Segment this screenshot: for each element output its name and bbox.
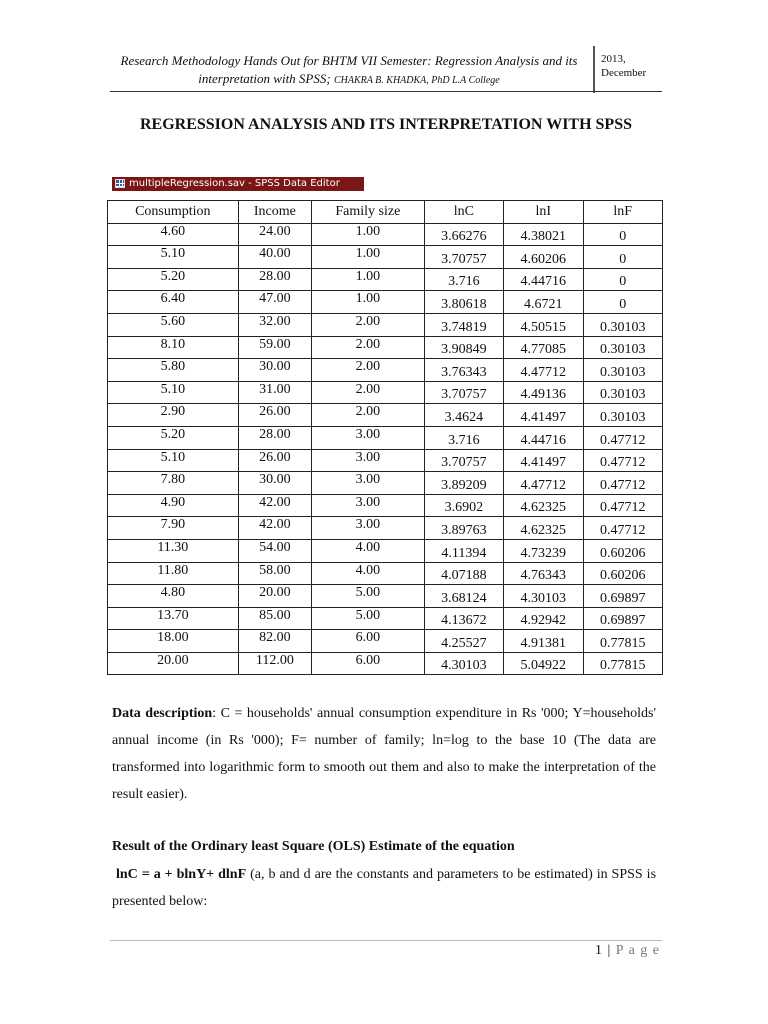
table-cell: 0.77815 (583, 630, 662, 653)
table-cell: 4.47712 (504, 472, 583, 495)
table-cell: 4.30103 (424, 652, 503, 675)
page-label: P a g e (615, 943, 660, 958)
table-cell: 3.716 (424, 268, 503, 291)
table-row (108, 494, 663, 517)
table-cell: 4.50515 (504, 313, 583, 336)
table-cell: 3.716 (424, 426, 503, 449)
table-row (108, 426, 663, 449)
page-header (110, 46, 590, 90)
table-cell: 0.30103 (583, 313, 662, 336)
table-cell: 13.70 (108, 607, 239, 630)
table-cell: 2.90 (108, 404, 239, 427)
table-row (108, 268, 663, 291)
data-description-label: Data description (112, 706, 213, 721)
page-title: REGRESSION ANALYSIS AND ITS INTERPRETATION WITH SPSS (139, 116, 632, 133)
table-cell: 42.00 (238, 517, 311, 540)
table-cell: 0 (583, 268, 662, 291)
data-description (112, 700, 656, 808)
table-cell: 40.00 (238, 246, 311, 269)
table-cell: 31.00 (238, 381, 311, 404)
table-cell: 4.25527 (424, 630, 503, 653)
table-row (108, 539, 663, 562)
data-description-text: : C = households' annual consumption expenditure in Rs '000; Y=households' annual income (in Rs '000); F= number of family; ln=log to the base 10 (The data are transformed into logarithmic form to smooth out them and also to make the interpretation of the result easier). (112, 706, 656, 802)
table-cell: 28.00 (238, 268, 311, 291)
table-row (108, 246, 663, 269)
spss-window-title: multipleRegression.sav - SPSS Data Editor (129, 178, 340, 189)
table-cell: 4.00 (312, 562, 425, 585)
column-header: lnI (504, 201, 583, 224)
table-cell: 4.76343 (504, 562, 583, 585)
table-cell: 26.00 (238, 449, 311, 472)
table-cell: 4.62325 (504, 494, 583, 517)
table-cell: 3.80618 (424, 291, 503, 314)
table-cell: 4.11394 (424, 539, 503, 562)
table-cell: 4.13672 (424, 607, 503, 630)
table-row (108, 472, 663, 495)
table-cell: 4.30103 (504, 585, 583, 608)
table-cell: 30.00 (238, 359, 311, 382)
table-cell: 5.04922 (504, 652, 583, 675)
table-cell: 24.00 (238, 223, 311, 246)
table-row (108, 449, 663, 472)
table-cell: 0.69897 (583, 585, 662, 608)
table-cell: 4.92942 (504, 607, 583, 630)
table-cell: 5.00 (312, 585, 425, 608)
header-date-year: 2013, (601, 53, 626, 65)
table-cell: 4.60206 (504, 246, 583, 269)
table-row (108, 652, 663, 675)
table-cell: 3.68124 (424, 585, 503, 608)
table-row (108, 291, 663, 314)
column-header: lnF (583, 201, 662, 224)
table-cell: 0.30103 (583, 404, 662, 427)
table-cell: 3.00 (312, 517, 425, 540)
table-cell: 3.6902 (424, 494, 503, 517)
table-cell: 4.38021 (504, 223, 583, 246)
table-cell: 32.00 (238, 313, 311, 336)
table-cell: 3.70757 (424, 381, 503, 404)
table-cell: 0 (583, 223, 662, 246)
table-cell: 4.41497 (504, 404, 583, 427)
equation: lnC = a + blnY+ dlnF (115, 867, 247, 882)
table-cell: 2.00 (312, 313, 425, 336)
table-cell: 2.00 (312, 359, 425, 382)
header-author: CHAKRA B. KHADKA, PhD L.A College (333, 75, 500, 86)
table-cell: 26.00 (238, 404, 311, 427)
table-cell: 0.30103 (583, 359, 662, 382)
table-row (108, 630, 663, 653)
table-cell: 3.4624 (424, 404, 503, 427)
data-grid-icon (115, 179, 125, 188)
table-cell: 4.44716 (504, 426, 583, 449)
table-cell: 3.00 (312, 494, 425, 517)
table-cell: 0.69897 (583, 607, 662, 630)
table-cell: 0.30103 (583, 336, 662, 359)
table-cell: 4.49136 (504, 381, 583, 404)
table-cell: 0 (583, 291, 662, 314)
table-cell: 28.00 (238, 426, 311, 449)
table-cell: 4.00 (312, 539, 425, 562)
table-cell: 11.30 (108, 539, 239, 562)
spss-window-titlebar (112, 177, 364, 191)
table-row (108, 223, 663, 246)
table-cell: 3.66276 (424, 223, 503, 246)
table-cell: 1.00 (312, 246, 425, 269)
table-row (108, 607, 663, 630)
table-cell: 4.77085 (504, 336, 583, 359)
table-cell: 1.00 (312, 268, 425, 291)
table-cell: 4.07188 (424, 562, 503, 585)
table-cell: 58.00 (238, 562, 311, 585)
column-header: Consumption (108, 201, 239, 224)
table-cell: 47.00 (238, 291, 311, 314)
result-paragraph (112, 861, 656, 915)
table-cell: 0.77815 (583, 652, 662, 675)
table-body (108, 223, 663, 675)
table-cell: 20.00 (238, 585, 311, 608)
table-cell: 2.00 (312, 404, 425, 427)
table-cell: 4.41497 (504, 449, 583, 472)
table-cell: 0.47712 (583, 472, 662, 495)
table-cell: 4.80 (108, 585, 239, 608)
result-text: (a, b and d are the constants and parameters to be estimated) in SPSS is presented below: (112, 867, 657, 909)
table-cell: 4.73239 (504, 539, 583, 562)
table-cell: 0.60206 (583, 562, 662, 585)
table-cell: 20.00 (108, 652, 239, 675)
table-cell: 5.80 (108, 359, 239, 382)
table-cell: 11.80 (108, 562, 239, 585)
table-cell: 5.00 (312, 607, 425, 630)
table-header-row (108, 201, 663, 224)
table-row (108, 359, 663, 382)
table-cell: 4.60 (108, 223, 239, 246)
table-cell: 4.6721 (504, 291, 583, 314)
table-row (108, 336, 663, 359)
table-cell: 3.00 (312, 426, 425, 449)
table-cell: 5.20 (108, 426, 239, 449)
table-cell: 0.30103 (583, 381, 662, 404)
header-line-2-main: interpretation with SPSS; (198, 71, 334, 86)
column-header: Income (238, 201, 311, 224)
table-cell: 0.47712 (583, 517, 662, 540)
table-row (108, 381, 663, 404)
table-cell: 3.74819 (424, 313, 503, 336)
table-row (108, 313, 663, 336)
table-cell: 3.00 (312, 472, 425, 495)
table-cell: 3.70757 (424, 246, 503, 269)
table-cell: 3.89209 (424, 472, 503, 495)
table-cell: 85.00 (238, 607, 311, 630)
header-separator (593, 46, 595, 93)
table-cell: 0.60206 (583, 539, 662, 562)
table-cell: 6.40 (108, 291, 239, 314)
table-row (108, 517, 663, 540)
table-cell: 0.47712 (583, 494, 662, 517)
table-cell: 0.47712 (583, 426, 662, 449)
table-cell: 3.90849 (424, 336, 503, 359)
table-cell: 42.00 (238, 494, 311, 517)
footer-rule (110, 940, 662, 941)
table-cell: 5.10 (108, 246, 239, 269)
table-cell: 6.00 (312, 652, 425, 675)
page-footer (560, 943, 660, 959)
table-cell: 5.10 (108, 449, 239, 472)
table-cell: 0.47712 (583, 449, 662, 472)
table-cell: 3.76343 (424, 359, 503, 382)
table-cell: 82.00 (238, 630, 311, 653)
table-cell: 8.10 (108, 336, 239, 359)
data-table (107, 200, 663, 675)
table-cell: 18.00 (108, 630, 239, 653)
table-cell: 2.00 (312, 336, 425, 359)
result-heading: Result of the Ordinary least Square (OLS) Estimate of the equation (112, 839, 515, 854)
column-header: lnC (424, 201, 503, 224)
table-cell: 2.00 (312, 381, 425, 404)
table-cell: 54.00 (238, 539, 311, 562)
table-row (108, 404, 663, 427)
header-line-2 (110, 70, 588, 90)
table-cell: 4.44716 (504, 268, 583, 291)
table-cell: 4.47712 (504, 359, 583, 382)
table-cell: 7.90 (108, 517, 239, 540)
table-cell: 1.00 (312, 291, 425, 314)
table-cell: 5.60 (108, 313, 239, 336)
table-cell: 0 (583, 246, 662, 269)
table-row (108, 562, 663, 585)
table-cell: 4.62325 (504, 517, 583, 540)
page-separator: | (602, 943, 616, 958)
table-cell: 5.20 (108, 268, 239, 291)
column-header: Family size (312, 201, 425, 224)
table-cell: 112.00 (238, 652, 311, 675)
table-row (108, 585, 663, 608)
header-title (110, 52, 588, 90)
table-cell: 5.10 (108, 381, 239, 404)
table-cell: 3.89763 (424, 517, 503, 540)
table-cell: 3.00 (312, 449, 425, 472)
table-cell: 3.70757 (424, 449, 503, 472)
table-cell: 6.00 (312, 630, 425, 653)
header-line-1: Research Methodology Hands Out for BHTM VII Semester: Regression Analysis and its (120, 53, 578, 68)
header-date-month: December (601, 67, 647, 79)
header-rule (110, 91, 662, 92)
table-cell: 4.90 (108, 494, 239, 517)
table-cell: 59.00 (238, 336, 311, 359)
header-date (601, 52, 646, 80)
table-cell: 1.00 (312, 223, 425, 246)
table-cell: 7.80 (108, 472, 239, 495)
table-cell: 4.91381 (504, 630, 583, 653)
table-cell: 30.00 (238, 472, 311, 495)
page-number: 1 (594, 943, 603, 958)
